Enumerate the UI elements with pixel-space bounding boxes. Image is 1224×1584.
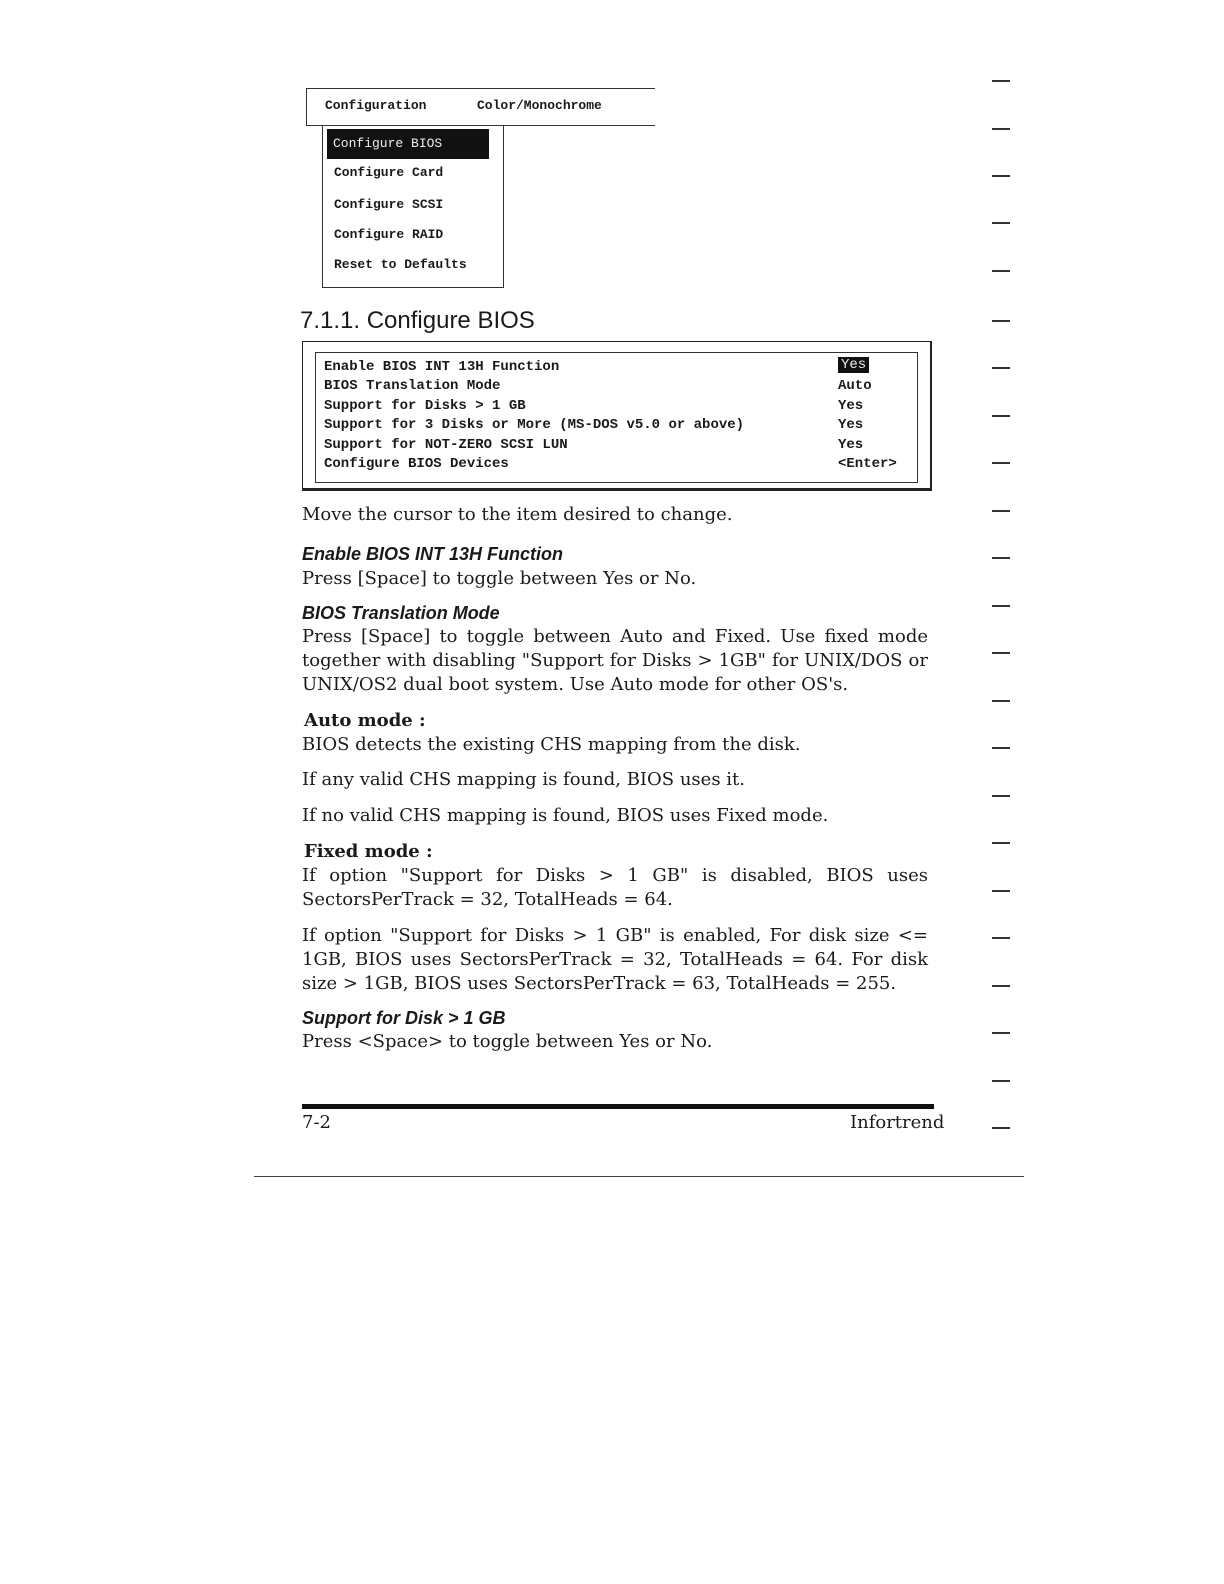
subheading-enable-int13h: Enable BIOS INT 13H Function xyxy=(302,544,564,564)
paragraph-support-disk: Press <Space> to toggle between Yes or No. xyxy=(302,1031,713,1052)
menu-bar xyxy=(306,88,655,126)
margin-tick xyxy=(992,1080,1010,1082)
margin-tick xyxy=(992,747,1010,749)
submenu-item-configure-card: Configure Card xyxy=(334,165,444,180)
margin-tick xyxy=(992,652,1010,654)
intro-paragraph: Move the cursor to the item desired to change. xyxy=(302,504,733,525)
bios-row-value: <Enter> xyxy=(838,456,897,472)
margin-tick xyxy=(992,985,1010,987)
margin-tick xyxy=(992,222,1010,224)
bios-row-value: Yes xyxy=(838,357,869,373)
bios-row-label: Configure BIOS Devices xyxy=(324,456,509,472)
section-heading: 7.1.1. Configure BIOS xyxy=(300,307,535,334)
bios-row-label: BIOS Translation Mode xyxy=(324,378,501,394)
margin-tick xyxy=(992,320,1010,322)
margin-tick xyxy=(992,842,1010,844)
bios-row-value: Yes xyxy=(838,437,864,453)
scan-edge-rule xyxy=(254,1176,1024,1177)
subheading-support-disk: Support for Disk > 1 GB xyxy=(302,1008,506,1028)
submenu-item-reset-defaults: Reset to Defaults xyxy=(334,257,467,272)
margin-tick xyxy=(992,1127,1010,1129)
bios-row-label: Support for 3 Disks or More (MS-DOS v5.0 or above) xyxy=(324,417,745,433)
bios-settings-panel xyxy=(315,352,918,483)
label-fixed-mode: Fixed mode : xyxy=(304,841,433,862)
margin-tick xyxy=(992,1032,1010,1034)
paragraph-fixed-2: If option "Support for Disks > 1 GB" is enabled, For disk size <= 1GB, BIOS uses SectorsPerTrack = 32, TotalHeads = 64. For disk size > 1GB, BIOS uses SectorsPerTrack = 63, TotalHeads = 255. xyxy=(302,925,928,994)
margin-tick xyxy=(992,510,1010,512)
bios-row-label: Support for NOT-ZERO SCSI LUN xyxy=(324,437,568,453)
submenu-item-configure-bios: Configure BIOS xyxy=(327,129,489,159)
bios-settings-screen xyxy=(302,341,932,491)
margin-tick xyxy=(992,128,1010,130)
margin-tick xyxy=(992,367,1010,369)
paragraph-fixed-1: If option "Support for Disks > 1 GB" is disabled, BIOS uses SectorsPerTrack = 32, TotalHeads = 64. xyxy=(302,865,928,910)
paragraph-enable-int13h: Press [Space] to toggle between Yes or No. xyxy=(302,568,697,589)
bios-row-value: Yes xyxy=(838,398,864,414)
margin-tick xyxy=(992,795,1010,797)
bios-row-value: Yes xyxy=(838,417,864,433)
bios-row-value: Auto xyxy=(838,378,872,394)
footer-rule xyxy=(302,1104,934,1109)
paragraph-auto-1: BIOS detects the existing CHS mapping from the disk. xyxy=(302,734,801,755)
bios-row-label: Support for Disks > 1 GB xyxy=(324,398,526,414)
margin-tick xyxy=(992,890,1010,892)
paragraph-auto-3: If no valid CHS mapping is found, BIOS uses Fixed mode. xyxy=(302,805,829,826)
submenu-item-configure-scsi: Configure SCSI xyxy=(334,197,444,212)
margin-tick xyxy=(992,80,1010,82)
margin-tick xyxy=(992,605,1010,607)
paragraph-auto-2: If any valid CHS mapping is found, BIOS uses it. xyxy=(302,769,745,790)
subheading-translation-mode: BIOS Translation Mode xyxy=(302,603,500,623)
brand-name: Infortrend xyxy=(850,1112,945,1133)
margin-tick xyxy=(992,700,1010,702)
margin-tick xyxy=(992,937,1010,939)
label-auto-mode: Auto mode : xyxy=(304,710,426,731)
margin-tick xyxy=(992,557,1010,559)
paragraph-translation-mode: Press [Space] to toggle between Auto and Fixed. Use fixed mode together with disabling "Support for Disks > 1GB" for UNIX/DOS or UNIX/OS2 dual boot system. Use Auto mode for other OS's. xyxy=(302,626,928,695)
configuration-submenu xyxy=(322,125,504,288)
submenu-item-configure-raid: Configure RAID xyxy=(334,227,444,242)
margin-tick xyxy=(992,270,1010,272)
bios-row-label: Enable BIOS INT 13H Function xyxy=(324,359,560,375)
menu-configuration: Configuration xyxy=(325,98,427,113)
menu-color-monochrome: Color/Monochrome xyxy=(477,98,602,113)
margin-tick xyxy=(992,415,1010,417)
margin-tick xyxy=(992,175,1010,177)
margin-tick xyxy=(992,462,1010,464)
page-number: 7-2 xyxy=(302,1112,331,1133)
